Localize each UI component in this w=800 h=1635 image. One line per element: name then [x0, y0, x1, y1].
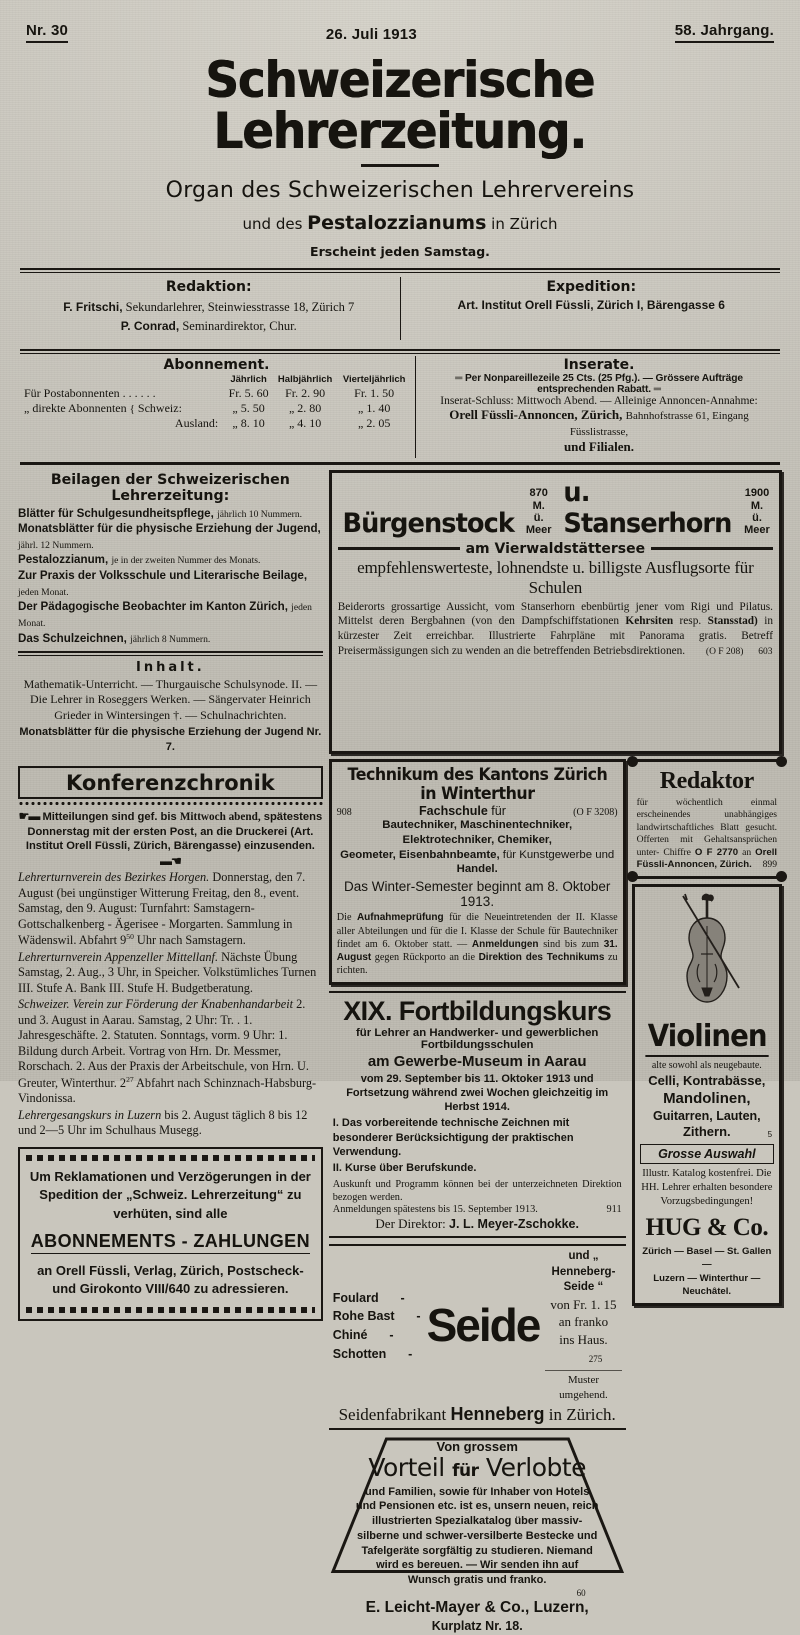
- page-title: Schweizerische Lehrerzeitung.: [205, 51, 595, 160]
- square-dotted-rule-bottom: [26, 1307, 315, 1313]
- editor-1-address: Sekundarlehrer, Steinwiesstrasse 18, Zürich 7: [125, 300, 355, 314]
- beilagen-divider: [18, 651, 323, 656]
- abonnement-column: [18, 356, 416, 458]
- pointing-hand-icon: ☛▬: [18, 808, 40, 823]
- beilagen-item-note: jährl. 12 Nummern.: [18, 539, 94, 551]
- ad-number: 603: [758, 647, 773, 658]
- imprint-divider: [20, 349, 780, 354]
- fortbildung-sub-1: für Lehrer an Handwerker- und gewerblichen Fortbildungsschulen: [355, 1026, 599, 1051]
- beilagen-item: [18, 631, 323, 647]
- anmeldungen: Anmeldungen: [471, 938, 539, 950]
- buergenstock-tagline: empfehlenswerteste, lohnendste u. billigste Ausflugsorte für Schulen: [357, 557, 754, 597]
- violinen-line-1: alte sowohl als neugebaute.: [651, 1059, 762, 1071]
- station-stansstad: Stansstad): [707, 615, 758, 628]
- beilagen-item-note: jeden Monat.: [18, 586, 69, 598]
- konferenzchronik-heading: Konferenzchronik: [66, 770, 275, 795]
- masthead-divider: [20, 268, 780, 273]
- fachschule-bold: Fachschule: [419, 803, 488, 818]
- inhalt-body: Mathematik-Unterricht. — Thurgauische Schulsynode. II. — Die Lehrer in Roseggers Werken. — Sängervater Heinrich Grieder in Wintersingen †. — Schulnachrichten.: [23, 676, 318, 722]
- beilagen-heading: Beilagen der Schweizerischen Lehrerzeitung:: [50, 471, 290, 504]
- seide-type-4: Schotten: [332, 1346, 387, 1361]
- inserate-branches: und Filialen.: [563, 438, 635, 454]
- pointing-hand-icon-2: ▬☚: [160, 853, 181, 868]
- station-kehrsiten: Kehrsiten: [625, 615, 674, 628]
- technikum-body: [337, 911, 618, 977]
- row-sub-ausland: Ausland:: [174, 415, 219, 430]
- violinen-line-4: Guitarren, Lauten,: [652, 1108, 761, 1123]
- fortbildung-body: Auskunft und Programm können bei der unterzeichneten Direktion bezogen werden.: [332, 1178, 622, 1203]
- seide-type-1: Foulard: [332, 1290, 379, 1305]
- col-vierteljaehrlich: Vierteljährlich: [342, 373, 406, 385]
- inserate-heading: Inserate.: [563, 356, 635, 373]
- violin-icon: [661, 892, 753, 1018]
- reklamation-headline: ABONNEMENTS - ZAHLUNGEN: [31, 1231, 310, 1254]
- redaktor-title: Redaktor: [659, 767, 754, 794]
- notice-deadline: Mittwoch abend,: [179, 810, 261, 823]
- konferenzchronik-box: [18, 766, 323, 799]
- beilagen-item: [18, 599, 323, 631]
- seide-right-text: [545, 1249, 621, 1402]
- seide-brand: und „ Henneberg-Seide “: [551, 1250, 616, 1294]
- list-item: [333, 1307, 421, 1326]
- konferenzchronik-notice: [18, 809, 323, 869]
- seide-price: von Fr. 1. 15 an franko: [550, 1296, 617, 1330]
- cell-ch-halbjaehrlich: „ 2. 80: [288, 400, 322, 415]
- headline-fuer: für: [452, 1460, 479, 1481]
- beilagen-item-note: jeden Monat.: [18, 602, 312, 630]
- fortbildung-venue: am Gewerbe-Museum in Aarau: [367, 1052, 587, 1070]
- brace-open: {: [129, 402, 135, 415]
- beilagen-item: [18, 552, 323, 568]
- violinen-zithern: Zithern.: [682, 1123, 731, 1139]
- violinen-title: Violinen: [645, 1019, 769, 1057]
- verlobte-ad-number: 60: [576, 1587, 586, 1598]
- entry-title: Lehrergesangskurs in Luzern: [18, 1107, 162, 1122]
- rule-marker-left: ═: [455, 372, 463, 384]
- inserate-deadline: Inserat-Schluss: Mittwoch Abend. — Alleinige Annoncen-Annahme:: [440, 394, 758, 407]
- altitude-value: 870 M.: [529, 487, 548, 512]
- verlobte-body: und Familien, sowie für Inhaber von Hotels und Pensionen etc. ist es, unsern neuen, reich illustrierten Spezialkatalog über massiv-silberne und schwer-versilberte Bestecke und Tafelgeräte sorgfältig zu studieren. Niemand wird es bereuen. — Wir senden ihn auf Wunsch gratis und franko.: [355, 1485, 599, 1587]
- ad-redaktor[interactable]: [632, 759, 782, 879]
- seide-delivery: [545, 1331, 621, 1366]
- body-part-1: Beiderorts grossartige Aussicht, vom Stanserhorn ebenbürtig jener vom Rigi und Pilatus. Mittelst deren Bergbahnen (von den Dampfschiffstationen: [337, 600, 773, 628]
- inhalt-block: [18, 660, 323, 754]
- entry-text: 2. und 3. August in Aarau. Samstag, 2 Uhr: Tr. . 1. Jahresgeschäfte. 2. Statuten. Sonntags, vorm. 9 Uhr: 1. Bildung durch Arbeit. Vortrag von Hrn. Dr. Messmer, Rorschach. 2. Aus der Praxis der Arbeitschule, von Hrn. U. Greuter, Winterthur. 2: [18, 997, 309, 1090]
- abonnement-heading: Abonnement.: [163, 356, 270, 373]
- cell-post-halbjaehrlich: Fr. 2. 90: [285, 385, 326, 400]
- technikum-departments: [337, 818, 618, 877]
- list-item: [18, 870, 323, 949]
- altitude-unit: ü. Meer: [525, 511, 552, 537]
- beilagen-block: [18, 472, 323, 647]
- buergenstock-lake-row: [338, 541, 773, 557]
- rule-right: [651, 547, 773, 550]
- cities-line-1: Zürich — Basel — St. Gallen —: [642, 1245, 772, 1271]
- beilagen-item-title: Der Pädagogische Beobachter im Kanton Zürich,: [18, 600, 288, 614]
- seide-type-3: Chiné: [332, 1328, 368, 1343]
- fachschule-fuer: für: [491, 803, 506, 818]
- redaktor-chiffre: O F 2770: [694, 846, 739, 858]
- departments-line-2c: und: [595, 848, 615, 861]
- redaktion-editor-2: [24, 317, 394, 336]
- entry-text: Nächste Übung Samstag, 2. Aug., 3 Uhr, in Speicher. Volkstümliches Turnen III. Stufe A. Bank III. Stufe H. Budgetberatung.: [18, 949, 317, 995]
- beilagen-item: [18, 521, 323, 552]
- inhalt-heading: Inhalt.: [135, 659, 205, 675]
- reklamation-line-2: an Orell Füssli, Verlag, Zürich, Postscheck- und Girokonto VIII/640 zu adressieren.: [37, 1263, 304, 1297]
- ad-fortbildungskurs[interactable]: [329, 991, 626, 1239]
- corner-dot-icon: [776, 756, 787, 767]
- upper-content-row: [18, 470, 782, 754]
- rule-left: [338, 547, 460, 550]
- ad-hug-violinen[interactable]: [632, 884, 782, 1307]
- verlobte-line-1: Von grossem: [436, 1438, 518, 1454]
- subtitle2-bold: Pestalozzianums: [307, 212, 487, 234]
- dash: -: [416, 1309, 421, 1324]
- inserate-agency: [420, 407, 778, 439]
- body-4: gegen Rückporto an die: [371, 952, 479, 963]
- beilagen-item: [18, 506, 323, 522]
- firm-address: Kurplatz Nr. 18.: [431, 1618, 523, 1633]
- abonnement-table: [22, 373, 411, 431]
- subtitle2-post: in Zürich: [491, 215, 558, 233]
- redaktor-ad-number: 899: [762, 859, 778, 871]
- inserate-column: [416, 356, 782, 458]
- column-left: [18, 759, 323, 1581]
- fortbildung-ad-number: 911: [606, 1204, 622, 1216]
- seide-type-2: Rohe Bast: [332, 1309, 395, 1324]
- cell-aus-vierteljaehrlich: „ 2. 05: [358, 415, 391, 430]
- violin-illustration: [640, 891, 774, 1019]
- buergenstock-name: Bürgenstock: [342, 507, 514, 539]
- buergenstock-title-row: [338, 477, 773, 539]
- stanserhorn-altitude: [741, 487, 773, 538]
- reklamation-headline-wrap: [26, 1223, 315, 1256]
- redaktor-body: [637, 797, 777, 872]
- technikum-fachschule: [419, 804, 506, 818]
- dash: -: [408, 1346, 413, 1361]
- seide-wordmark: Seide: [426, 1299, 540, 1352]
- departments-line-2d: Handel.: [456, 863, 498, 876]
- corner-dot-icon: [627, 756, 638, 767]
- violinen-body: Illustr. Katalog kostenfrei. Die HH. Lehrer erhalten besondere Vorzugsbedingungen!: [641, 1167, 773, 1207]
- row-label-post: Für Postabonnenten . . . . . .: [24, 385, 156, 400]
- fortbildung-deadline-row: [333, 1204, 622, 1215]
- manufacturer-label: Seidenfabrikant: [338, 1404, 451, 1424]
- entry-text-2: Abfahrt nach Schinznach-Habsburg-Vindonissa.: [18, 1075, 317, 1106]
- buergenstock-body: [338, 600, 773, 660]
- entry-title: Lehrerturnverein des Bezirkes Horgen.: [18, 870, 210, 885]
- violinen-line-5: [640, 1124, 774, 1139]
- cell-aus-jaehrlich: „ 8. 10: [232, 415, 265, 430]
- director-label: Der Direktor:: [375, 1216, 446, 1232]
- issue-date: 26. Juli 1913: [325, 26, 417, 43]
- list-item: [18, 1108, 323, 1139]
- redaktion-column: [18, 277, 401, 340]
- reklamation-line-1: Um Reklamationen und Verzögerungen in der Spedition der „Schweiz. Lehrerzeitung“ zu verhüten, sind alle: [29, 1168, 311, 1221]
- entry-text-2: Uhr nach Samstagern.: [133, 933, 246, 948]
- technikum-subrow: [337, 804, 618, 818]
- technikum-left-num: 908: [336, 806, 352, 818]
- issue-volume: 58. Jahrgang.: [675, 22, 774, 43]
- redaktor-city: Zürich.: [717, 859, 752, 871]
- inserate-rate-text: Per Nonpareillezeile 25 Cts. (25 Pfg.). — Grössere Aufträge entsprechenden Rabatt.: [464, 372, 743, 395]
- masthead-subtitle: Organ des Schweizerischen Lehrervereins: [165, 178, 635, 203]
- dotted-divider: [18, 801, 323, 806]
- body-5: zu richten.: [336, 952, 618, 977]
- cell-aus-halbjaehrlich: „ 4. 10: [288, 415, 322, 430]
- issue-header-bar: [18, 0, 782, 43]
- ad-buergenstock[interactable]: [329, 470, 782, 754]
- table-row: [22, 386, 411, 401]
- expedition-address: Art. Institut Orell Füssli, Zürich I, Bärengasse 6: [457, 298, 725, 312]
- departments-line-2b: für Kunstgewerbe: [502, 848, 593, 861]
- headline-part-1: Vorteil: [368, 1452, 453, 1482]
- table-header-row: [22, 373, 411, 386]
- beilagen-item-title: Blätter für Schulgesundheitspflege,: [18, 506, 214, 520]
- violinen-ad-number: 5: [767, 1129, 773, 1139]
- body-part-2: resp.: [673, 615, 708, 628]
- redaktor-agency: Orell Füssli-Annoncen,: [636, 846, 778, 871]
- delivery-text: ins Haus.: [559, 1331, 608, 1347]
- beilagen-item-title: Zur Praxis der Volksschule und Literarische Beilage,: [18, 569, 308, 583]
- notice-part-c: spätestens Donnerstag mit der ersten Post, an die Druckerei (Art. Institut Orell Füssli, Zürich, Bärengasse) einzusenden.: [25, 810, 323, 853]
- row-label-direkt-text: „ direkte Abonnenten: [24, 400, 127, 415]
- cell-ch-jaehrlich: „ 5. 50: [232, 400, 265, 415]
- beilagen-item-note: je in der zweiten Nummer des Monats.: [111, 555, 261, 567]
- square-dotted-rule-top: [26, 1155, 315, 1161]
- direktion: Direktion des Technikums: [478, 952, 605, 963]
- seide-ad-number: 275: [588, 1353, 603, 1364]
- aufnahmepruefung: Aufnahmeprüfung: [356, 912, 444, 924]
- beilagen-item-title: Monatsblätter für die physische Erziehung der Jugend,: [18, 522, 321, 536]
- list-item: [18, 950, 323, 996]
- column-middle: [329, 759, 626, 1633]
- body-1: Die: [336, 912, 357, 924]
- buergenstock-lake: am Vierwaldstättersee: [465, 540, 646, 557]
- cell-ch-vierteljaehrlich: „ 1. 40: [358, 400, 391, 415]
- departments-line-2a: Geometer, Eisenbahnbeamte,: [340, 848, 500, 861]
- verlobte-headline: [351, 1453, 604, 1482]
- cell-post-jaehrlich: Fr. 5. 60: [228, 385, 269, 400]
- editor-2-address: Seminardirektor, Chur.: [182, 318, 297, 333]
- issue-number: Nr. 30: [26, 22, 68, 43]
- beilagen-item-title: Das Schulzeichnen,: [18, 631, 127, 645]
- seide-samples: Muster umgehend.: [545, 1370, 621, 1403]
- masthead: [18, 51, 782, 259]
- col-halbjaehrlich: Halbjährlich: [277, 373, 333, 385]
- redaktor-body-1: für wöchentlich einmal erscheinendes unabhängiges landwirtschaftliches Blatt gesucht. Offerten mit Gehaltsansprüchen unter- Chiffre: [636, 796, 778, 858]
- deadline-date: 31. August: [336, 938, 618, 963]
- dash: -: [389, 1328, 394, 1343]
- departments-line-1: Bautechniker, Maschinentechniker, Elektrotechniker, Chemiker,: [382, 818, 573, 846]
- verlobte-firm: [351, 1599, 604, 1635]
- technikum-code: (O F 3208): [573, 806, 618, 818]
- violinen-line-3: Mandolinen,: [663, 1089, 751, 1107]
- hug-cities: [640, 1245, 774, 1299]
- seide-main-row: [333, 1249, 622, 1402]
- technikum-semester: Das Winter-Semester beginnt am 8. Oktober 1913.: [344, 879, 611, 910]
- expedition-heading: Expedition:: [546, 279, 637, 295]
- table-row: [22, 416, 411, 431]
- seide-types: [333, 1289, 421, 1364]
- redaktor-body-2: an: [738, 846, 756, 858]
- altitude-value: 1900 M.: [744, 487, 770, 512]
- table-row: [22, 401, 411, 416]
- headline-part-2: Verlobte: [478, 1452, 587, 1482]
- fortbildung-item-2: II. Kurse über Berufskunde.: [332, 1162, 477, 1175]
- fortbildung-title: XIX. Fortbildungskurs: [343, 995, 612, 1026]
- inhalt-supplement: Monatsblätter für die physische Erziehung der Jugend Nr. 7.: [19, 726, 322, 753]
- editor-1-name: F. Fritschi,: [63, 300, 123, 314]
- list-item: [333, 1345, 421, 1364]
- inserate-agency-name: Orell Füssli-Annoncen, Zürich,: [449, 406, 623, 422]
- main-content-row: [18, 759, 782, 1633]
- corner-dot-icon: [627, 871, 638, 882]
- entry-text: Donnerstag, den 7. August (bei ungünstiger Witterung Freitag, den 8., event. Samstag, den 9. August: Turnfahrt: Samstagern-Gottschalkenberg - Ägerisee - Morgarten. Sammlung in Wädenswil. Abfahrt 9: [18, 870, 306, 948]
- entry-title: Schweizer. Verein zur Förderung der Knabenhandarbeit: [18, 997, 294, 1012]
- list-item: [333, 1289, 421, 1308]
- verlobte-content: [329, 1435, 626, 1635]
- left-column-upper: [18, 470, 323, 754]
- seide-manufacturer: [333, 1404, 622, 1425]
- fortbildung-director: [333, 1216, 622, 1232]
- hug-firm-name: HUG & Co.: [645, 1213, 769, 1241]
- list-item: [333, 1326, 421, 1345]
- body-2: für die Neueintretenden der II. Klasse aller Abteilungen und für die I. Klasse der Schule für Bautechniker findet am 6. Oktober statt. —: [336, 912, 618, 950]
- row-sub-schweiz: Schweiz:: [137, 400, 182, 415]
- manufacturer-name: Henneberg: [450, 1403, 545, 1424]
- buergenstock-altitude: [523, 487, 554, 538]
- column-right: [632, 759, 782, 1581]
- ad-leicht-mayer[interactable]: [329, 1435, 626, 1633]
- cell-post-vierteljaehrlich: Fr. 1. 50: [354, 385, 395, 400]
- rates-columns: [18, 356, 782, 458]
- entry-sup: 50: [126, 932, 134, 942]
- entry-title: Lehrerturnverein Appenzeller Mittellanf.: [18, 949, 219, 964]
- body-part-3: in kürzester Zeit erreichbar. Illustrierte Fahrpläne mit Panorama gratis. Betreff Preisermässigungen sich zu wenden an die betreffenden Betriebsdirektionen.: [337, 615, 774, 658]
- entry-text: bis 2. August täglich 8 bis 12 und 2—5 Uhr im Schulhaus Musegg.: [18, 1107, 308, 1138]
- fortbildung-deadline: Anmeldungen spätestens bis 15. September 1913.: [332, 1204, 538, 1216]
- rates-divider: [20, 462, 780, 465]
- expedition-column: [401, 277, 783, 340]
- redaktion-heading: Redaktion:: [165, 279, 252, 295]
- corner-dot-icon: [776, 871, 787, 882]
- col-jaehrlich: Jährlich: [230, 373, 267, 385]
- ad-abonnements-zahlungen[interactable]: [18, 1147, 323, 1321]
- beilagen-item-note: jährlich 10 Nummern.: [217, 508, 303, 520]
- rule-marker-right: ═: [653, 383, 661, 395]
- title-rule: [361, 164, 439, 167]
- editor-2-name: P. Conrad,: [120, 318, 180, 333]
- inserate-rate-line: [420, 373, 778, 395]
- ad-henneberg-seide[interactable]: [329, 1244, 626, 1429]
- publication-frequency: Erscheint jeden Samstag.: [310, 244, 490, 259]
- dash: -: [400, 1290, 405, 1305]
- masthead-subtitle-2: [18, 212, 782, 234]
- entry-sup: 27: [126, 1074, 134, 1084]
- row-label-direkt: [22, 401, 224, 416]
- redaktion-editor-1: [24, 298, 394, 317]
- director-name: J. L. Meyer-Zschokke.: [449, 1217, 579, 1232]
- subtitle2-pre: und des: [242, 215, 303, 233]
- inserate-agency-address: Bahnhofstrasse 61, Eingang Füsslistrasse,: [569, 409, 749, 438]
- beilagen-item: [18, 568, 323, 599]
- stanserhorn-name: u. Stanserhorn: [563, 476, 732, 539]
- ad-technikum[interactable]: [329, 759, 626, 985]
- firm-name: E. Leicht-Mayer & Co., Luzern,: [365, 1598, 589, 1616]
- fortbildung-item-1: I. Das vorbereitende technische Zeichnen mit besonderer Berücksichtigung der praktischen Verwendung.: [332, 1117, 574, 1158]
- notice-part-a: Mitteilungen sind gef. bis: [42, 810, 177, 823]
- altitude-unit: ü. Meer: [744, 511, 770, 537]
- beilagen-item-title: Pestalozzianum,: [18, 553, 109, 567]
- ad-code: (O F 208): [705, 647, 744, 658]
- fortbildung-dates: vom 29. September bis 11. Oktoker 1913 und Fortsetzung während zwei Wochen gleichzeitig im Herbst 1914.: [346, 1072, 609, 1114]
- violinen-line-2: Celli, Kontrabässe,: [648, 1072, 766, 1088]
- body-3: sind bis zum: [538, 938, 604, 950]
- manufacturer-city: in Zürich.: [544, 1404, 616, 1424]
- beilagen-item-note: jährlich 8 Nummern.: [130, 633, 211, 645]
- technikum-title: Technikum des Kantons Zürich in Winterthur: [347, 764, 608, 803]
- status-badge: Grosse Auswahl: [640, 1144, 774, 1164]
- imprint-columns: [18, 277, 782, 340]
- list-item: [18, 997, 323, 1106]
- cities-line-2: Luzern — Winterthur — Neuchâtel.: [653, 1272, 761, 1297]
